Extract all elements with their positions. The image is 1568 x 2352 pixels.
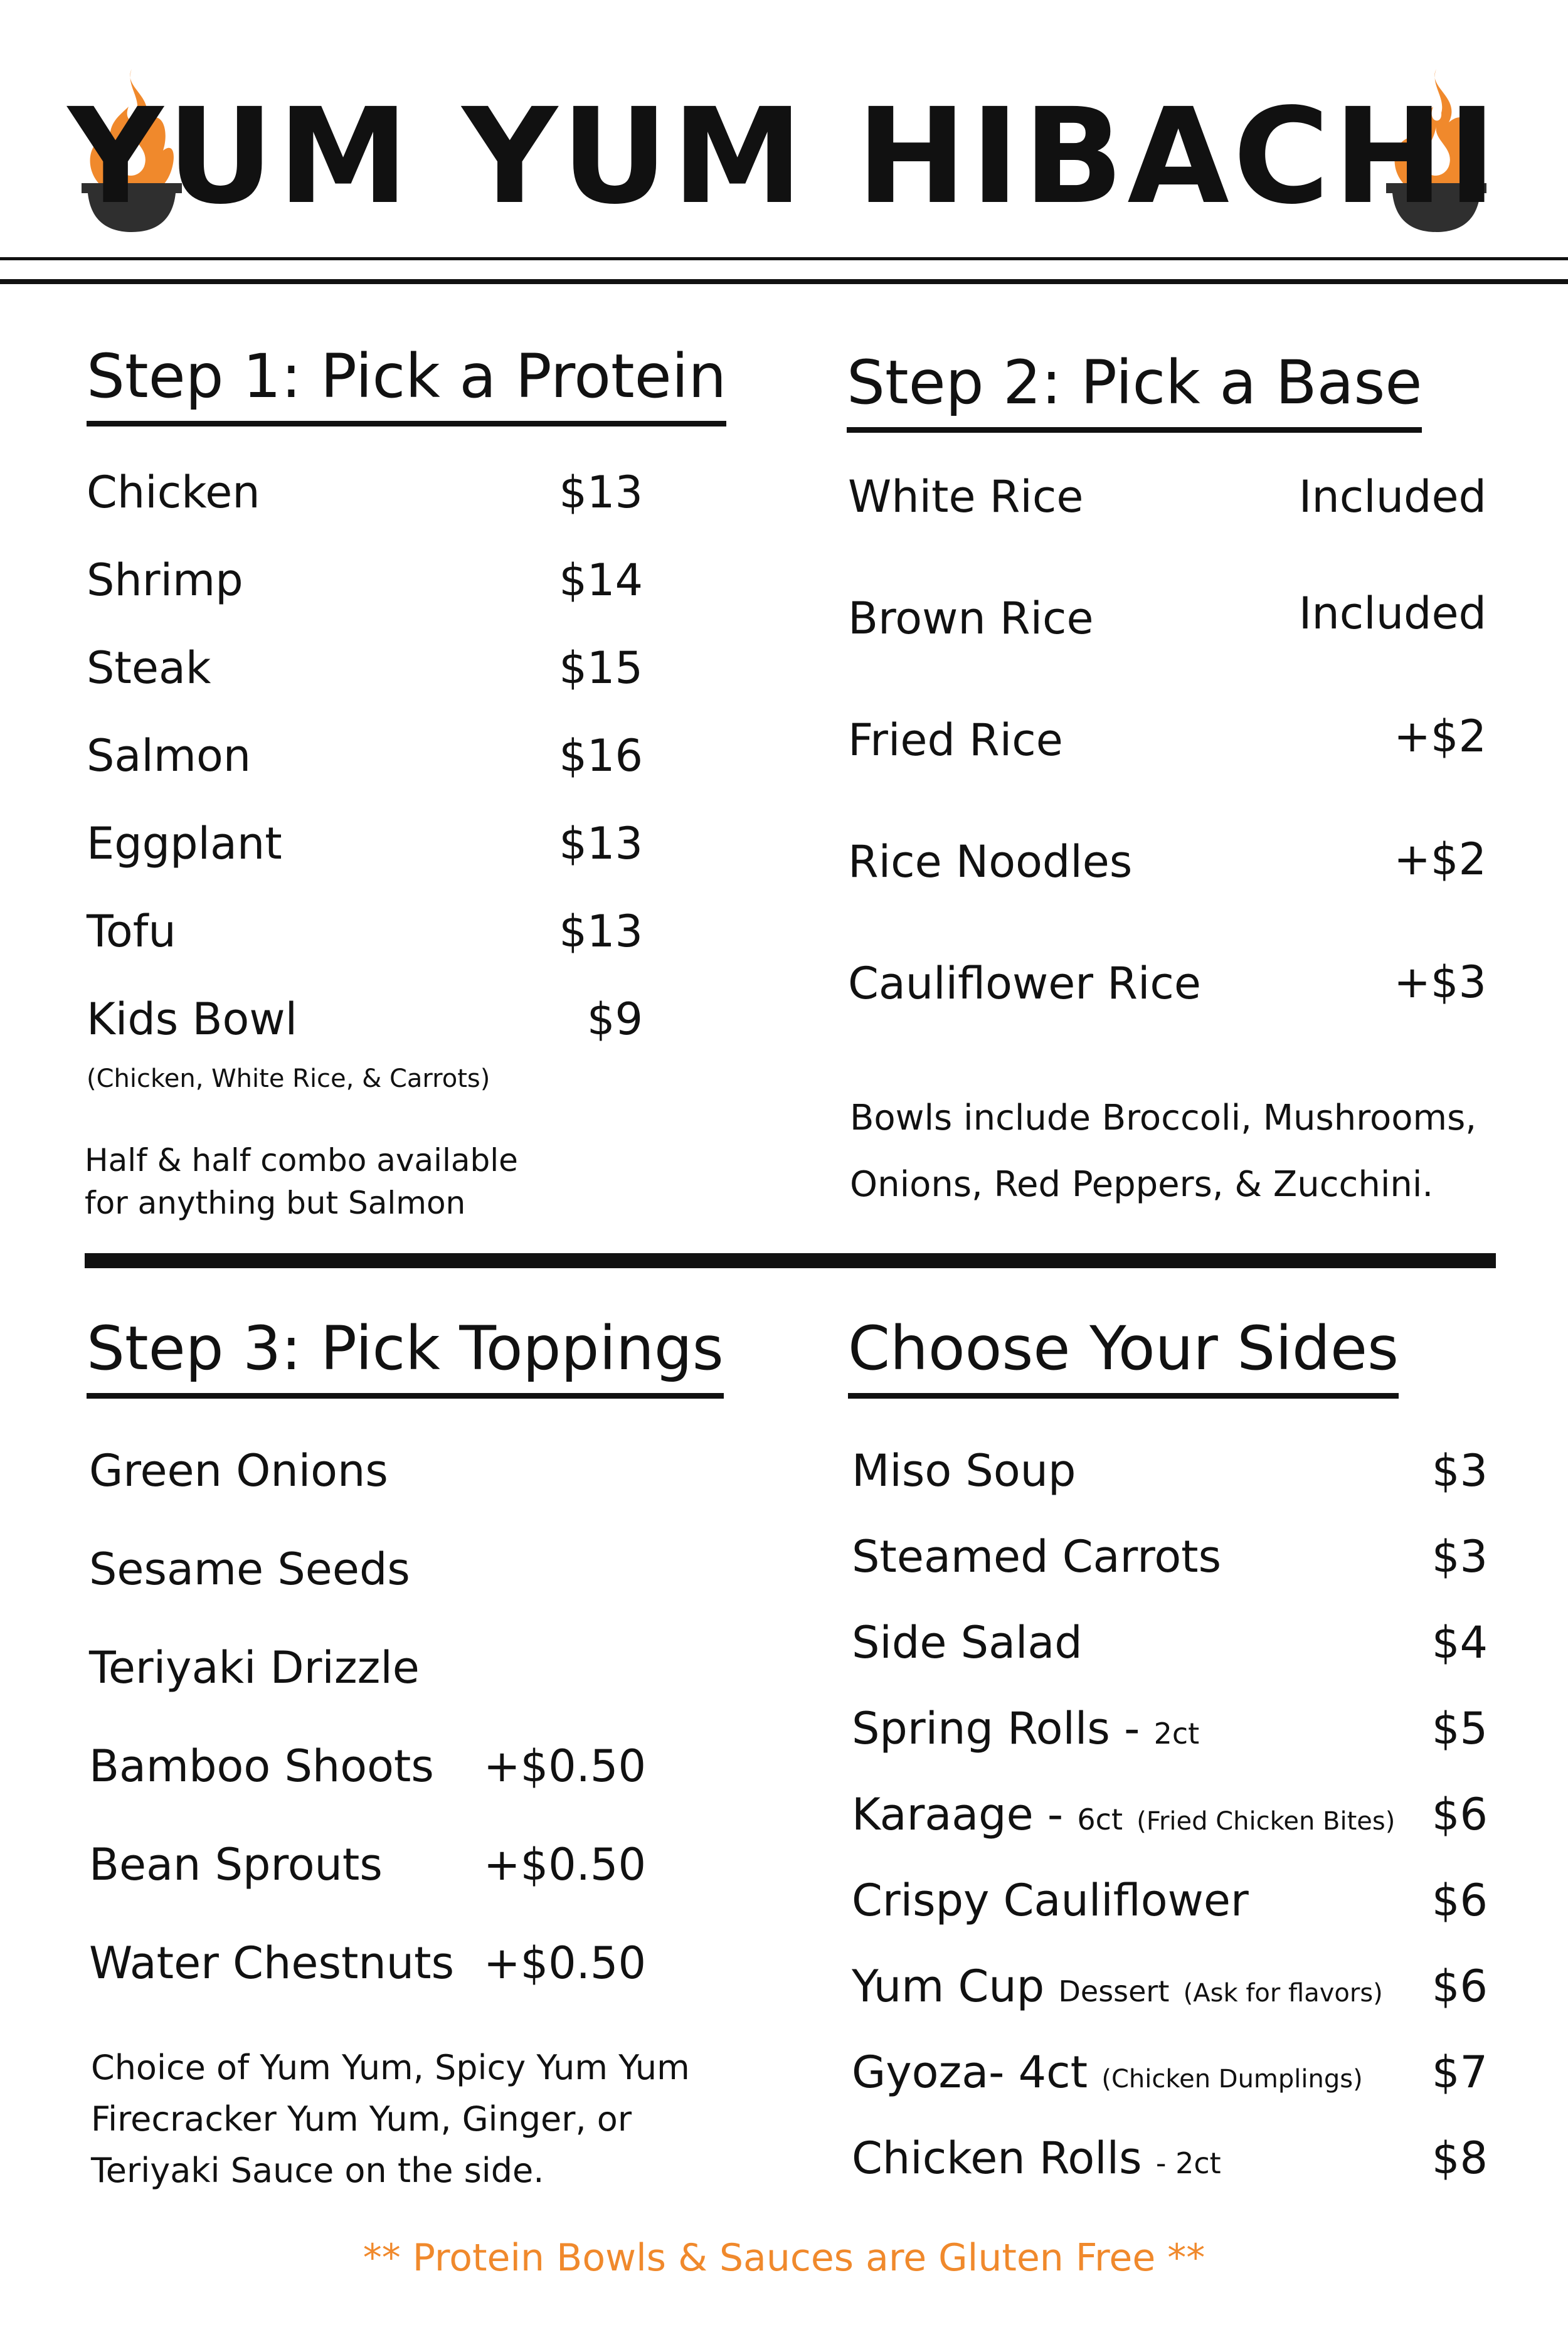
protein-price: $13 [559,467,643,518]
side-item [852,1532,1221,1582]
kids-bowl-note: (Chicken, White Rice, & Carrots) [87,1064,490,1093]
side-qty: 2ct [1153,1717,1200,1751]
protein-name: Shrimp [87,554,243,606]
side-item [852,1446,1076,1496]
side-name: Yum Cup [852,1961,1059,2012]
side-item [852,2047,1363,2104]
base-name: Rice Noodles [848,836,1133,887]
side-name: Steamed Carrots [852,1531,1222,1582]
side-item [852,1875,1249,1926]
menu-title: YUM YUM HIBACHI [68,80,1500,233]
side-price: $3 [1431,1531,1488,1582]
base-note-line2: Onions, Red Peppers, & Zucchini. [850,1164,1434,1205]
protein-price: $13 [559,906,643,957]
protein-name: Chicken [87,467,260,518]
base-price: +$2 [1394,711,1486,762]
protein-price: $15 [559,642,643,694]
sides-heading: Choose Your Sides [848,1314,1399,1399]
side-item [852,1789,1395,1846]
side-price: $4 [1431,1617,1488,1668]
base-name: White Rice [848,471,1084,522]
section-divider [85,1253,1496,1268]
topping-name: Green Onions [89,1445,388,1496]
side-name: Chicken Rolls [852,2132,1156,2184]
side-item [852,1618,1083,1668]
side-name: Crispy Cauliflower [852,1875,1249,1926]
sauce-note-line1: Choice of Yum Yum, Spicy Yum Yum [91,2048,690,2087]
base-price: +$3 [1394,956,1486,1008]
protein-name: Salmon [87,730,252,781]
topping-name: Water Chestnuts [89,1937,455,1989]
protein-name: Steak [87,642,211,694]
base-name: Brown Rice [848,593,1094,644]
side-price: $6 [1431,1961,1488,2012]
side-item [852,1703,1199,1759]
step3-heading: Step 3: Pick Toppings [87,1314,724,1399]
topping-price: +$0.50 [483,1937,646,1989]
side-item [852,1961,1383,2018]
protein-name: Kids Bowl [87,993,298,1045]
base-price: Included [1298,588,1486,639]
step2-heading: Step 2: Pick a Base [847,348,1422,433]
step1-heading: Step 1: Pick a Protein [87,342,726,426]
side-item [852,2133,1221,2188]
sauce-note-line2: Firecracker Yum Yum, Ginger, or [91,2099,632,2139]
side-qty: Dessert [1058,1974,1170,2008]
combo-note-line1: Half & half combo available [85,1142,518,1179]
base-name: Cauliflower Rice [848,958,1201,1009]
protein-price: $13 [559,818,643,869]
topping-name: Bamboo Shoots [89,1740,434,1792]
side-price: $5 [1431,1703,1488,1754]
side-price: $6 [1431,1789,1488,1840]
topping-price: +$0.50 [483,1839,646,1890]
side-qty: - 2ct [1155,2146,1221,2180]
side-price: $7 [1431,2047,1488,2098]
side-name: Side Salad [852,1617,1083,1668]
protein-price: $9 [586,993,643,1045]
gluten-free-footer: ** Protein Bowls & Sauces are Gluten Free ** [363,2236,1205,2280]
base-note-line1: Bowls include Broccoli, Mushrooms, [850,1098,1477,1138]
protein-name: Eggplant [87,818,282,869]
protein-price: $14 [559,554,643,606]
protein-price: $16 [559,730,643,781]
side-qty: 6ct [1077,1803,1123,1836]
side-price: $3 [1431,1445,1488,1496]
side-name: Miso Soup [852,1445,1076,1496]
header-rule-thin [0,257,1568,260]
base-price: +$2 [1394,834,1486,885]
topping-price: +$0.50 [483,1740,646,1792]
topping-name: Bean Sprouts [89,1839,383,1890]
base-price: Included [1298,471,1486,522]
side-name: Karaage - [852,1789,1078,1840]
combo-note-line2: for anything but Salmon [85,1185,466,1221]
side-detail: (Chicken Dumplings) [1101,2065,1363,2094]
header-rule-thick [0,279,1568,284]
base-name: Fried Rice [848,714,1063,766]
topping-name: Teriyaki Drizzle [89,1642,420,1693]
side-name: Spring Rolls - [852,1703,1154,1754]
side-detail: (Ask for flavors) [1183,1979,1383,2008]
side-price: $6 [1431,1875,1488,1926]
sauce-note-line3: Teriyaki Sauce on the side. [91,2151,544,2190]
side-detail: (Fried Chicken Bites) [1136,1807,1396,1836]
topping-name: Sesame Seeds [89,1544,410,1595]
side-price: $8 [1431,2132,1488,2184]
protein-name: Tofu [87,906,176,957]
side-name: Gyoza- 4ct [852,2047,1102,2098]
